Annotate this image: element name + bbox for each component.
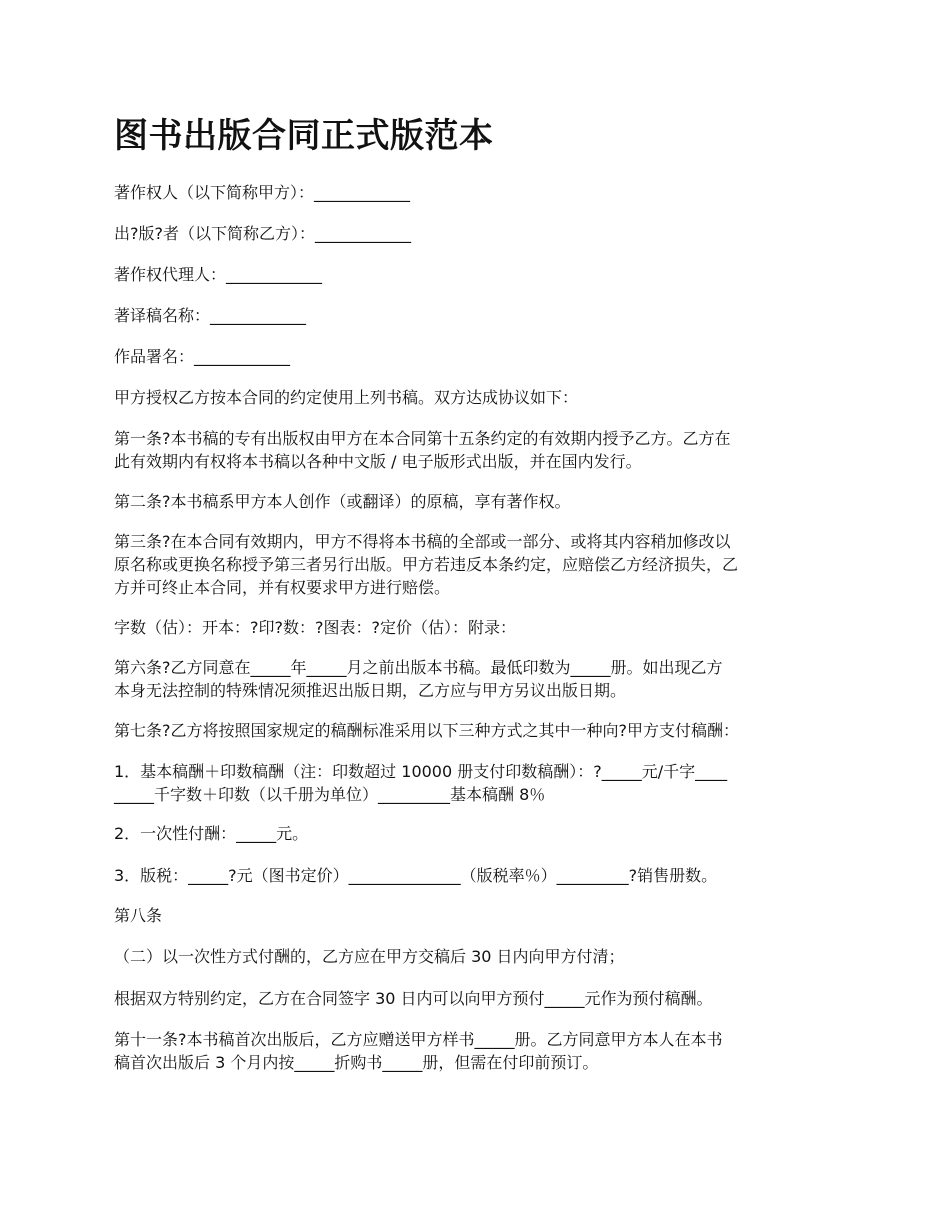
paragraph-option-1 (114, 760, 844, 806)
paragraph-line: 方并可终止本合同，并有权要求甲方进行赔偿。 (114, 578, 451, 597)
field-copyright-agent: 著作权代理人：____________ (114, 265, 323, 284)
paragraph-line: 第二条?本书稿系甲方本人创作（或翻译）的原稿，享有著作权。 (114, 492, 571, 511)
paragraph-line: 原名称或更换名称授予第三者另行出版。甲方若违反本条约定，应赔偿乙方经济损失，乙 (114, 555, 739, 574)
paragraph-line: 第十一条?本书稿首次出版后，乙方应赠送甲方样书_____册。乙方同意甲方本人在本书 (114, 1030, 723, 1049)
paragraph-article-1 (114, 427, 844, 473)
paragraph-line: 1．基本稿酬＋印数稿酬（注：印数超过 10000 册支付印数稿酬）：?_____元/千字____ (114, 762, 728, 781)
paragraph-intro (114, 386, 844, 409)
paragraph-line: 根据双方特别约定，乙方在合同签字 30 日内可以向甲方预付_____元作为预付稿酬。 (114, 989, 713, 1008)
paragraph-line: 字数（估）：开本：?印?数：?图表：?定价（估）：附录： (114, 618, 516, 637)
paragraph-line: _____千字数＋印数（以千册为单位）_________基本稿酬 8％ (114, 785, 546, 804)
paragraph-prepayment (114, 987, 844, 1010)
paragraph-option-2 (114, 822, 844, 845)
paragraph-line: 此有效期内有权将本书稿以各种中文版 / 电子版形式出版，并在国内发行。 (114, 452, 642, 471)
paragraph-line: 3．版税：_____?元（图书定价）______________（版税率％）_________?销售册数。 (114, 866, 718, 885)
field-copyright-holder: 著作权人（以下简称甲方）：____________ (114, 183, 411, 202)
paragraph-option-3 (114, 864, 844, 887)
paragraph-line: 第六条?乙方同意在_____年_____月之前出版本书稿。最低印数为_____册。如出现乙方 (114, 658, 723, 677)
paragraph-article-8 (114, 904, 844, 927)
paragraph-line: 第八条 (114, 906, 163, 925)
paragraph-lump-sum (114, 945, 844, 968)
field-author-signature: 作品署名：____________ (114, 347, 291, 366)
paragraph-line: 第一条?本书稿的专有出版权由甲方在本合同第十五条约定的有效期内授予乙方。乙方在 (114, 429, 731, 448)
paragraph-line: 本身无法控制的特殊情况须推迟出版日期，乙方应与甲方另议出版日期。 (114, 681, 627, 700)
paragraph-line: 第三条?在本合同有效期内，甲方不得将本书稿的全部或一部分、或将其内容稍加修改以 (114, 532, 731, 551)
document-title: 图书出版合同正式版范本 (114, 116, 494, 156)
paragraph-line: 第七条?乙方将按照国家规定的稿酬标准采用以下三种方式之其中一种向?甲方支付稿酬： (114, 721, 739, 740)
paragraph-article-2 (114, 490, 844, 513)
paragraph-line: （二）以一次性方式付酬的，乙方应在甲方交稿后 30 日内向甲方付清； (114, 947, 625, 966)
paragraph-line: 2．一次性付酬：_____元。 (114, 824, 309, 843)
paragraph-book-specs (114, 616, 844, 639)
paragraph-article-3 (114, 530, 844, 599)
paragraph-line: 稿首次出版后 3 个月内按_____折购书_____册，但需在付印前预订。 (114, 1053, 599, 1072)
field-manuscript-name: 著译稿名称：____________ (114, 306, 307, 325)
paragraph-line: 甲方授权乙方按本合同的约定使用上列书稿。双方达成协议如下： (114, 388, 579, 407)
paragraph-article-6 (114, 656, 844, 702)
field-publisher: 出?版?者（以下简称乙方）：____________ (114, 224, 411, 243)
paragraph-article-7 (114, 719, 844, 742)
paragraph-article-11 (114, 1028, 844, 1074)
